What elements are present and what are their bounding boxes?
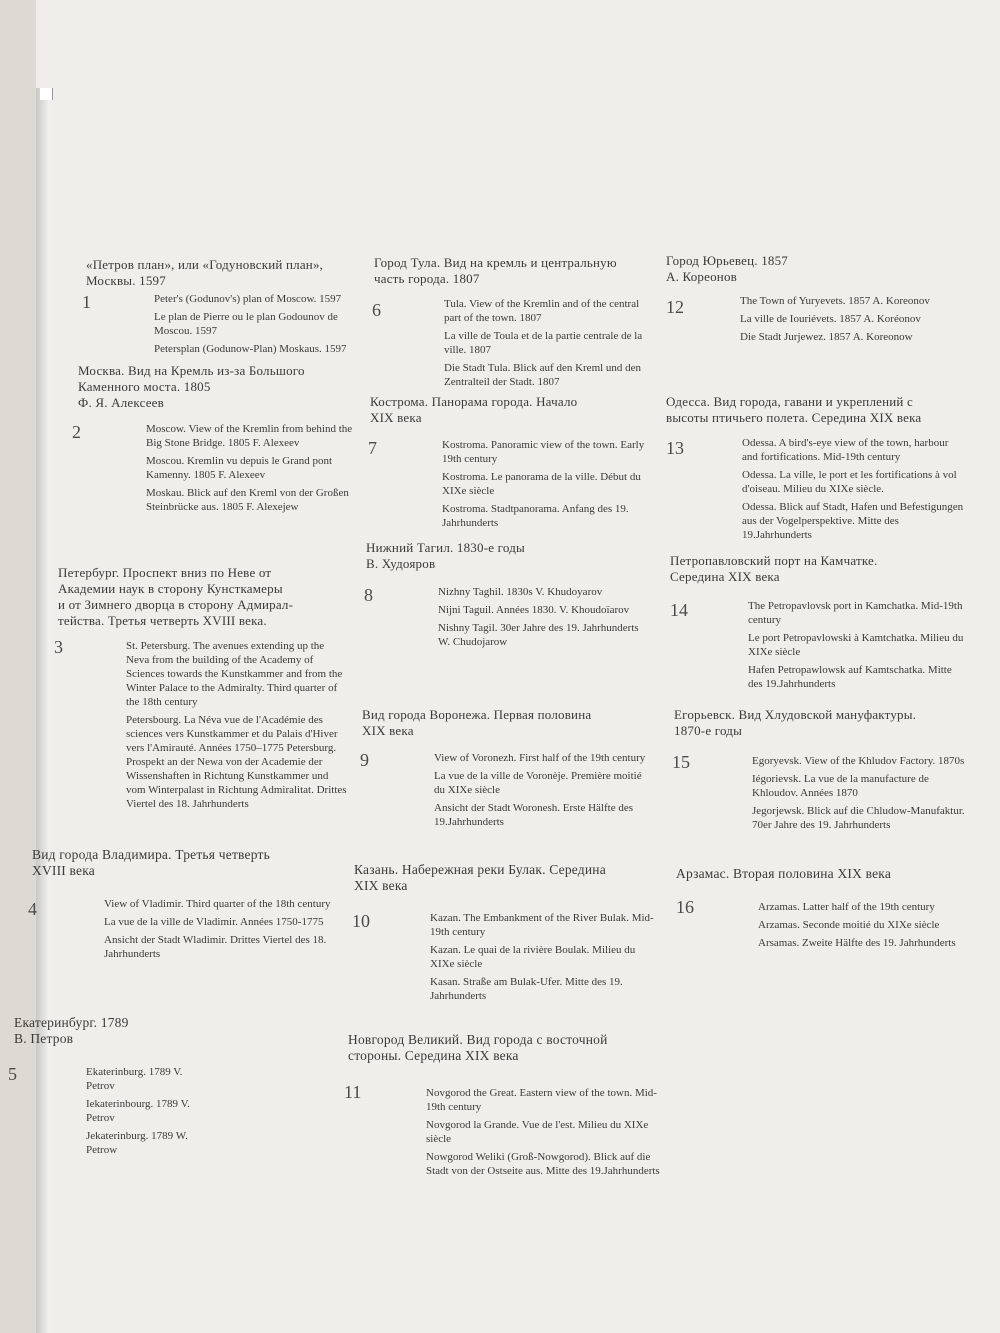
plate-number: 5 [8, 1064, 17, 1084]
entry-title-line: Казань. Набережная реки Булак. Середина [354, 862, 606, 877]
caption-text: Iégorievsk. La vue de la manufacture de Khloudov. Années 1870 [752, 773, 929, 799]
entry-title-line: 1870-е годы [674, 723, 743, 738]
entry-captions-2 [146, 422, 354, 518]
entry-title-15 [674, 707, 916, 739]
entry-title-line: Петропавловский порт на Камчатке. [670, 553, 878, 568]
entry-title-1 [86, 257, 323, 289]
entry-title-line: Академии наук в сторону Кунсткамеры [58, 581, 283, 596]
entry-title-line: Вид города Владимира. Третья четверть [32, 847, 270, 862]
entry-captions-9 [434, 751, 654, 833]
entry-title-line: высоты птичьего полета. Середина XIX века [666, 410, 922, 425]
caption-text: Moscou. Kremlin vu depuis le Grand pont Kamenny. 1805 F. Alexeev [146, 455, 333, 481]
caption-text: La ville de Iouriévets. 1857 A. Koréonov [740, 313, 921, 325]
entry-title-2 [78, 363, 305, 411]
entry-title-line: Каменного моста. 1805 [78, 379, 211, 394]
entry-title-line: Екатеринбург. 1789 [14, 1015, 129, 1030]
caption-text: Nishny Tagil. 30er Jahre des 19. Jahrhunderts W. Chudojarow [438, 622, 639, 648]
entry-captions-14 [748, 599, 966, 695]
plate-number: 11 [344, 1082, 362, 1102]
entry-captions-11 [426, 1086, 662, 1182]
entry-title-14 [670, 553, 877, 585]
entry-title-line: тейства. Третья четверть XVIII века. [58, 613, 267, 628]
caption-text: Le port Petropavlowski à Kamtchatka. Milieu du XIXe siècle [748, 632, 964, 658]
caption-text: Kazan. Le quai de la rivière Boulak. Milieu du XIXe siècle [430, 944, 636, 970]
entry-captions-13 [742, 436, 964, 546]
entry-title-11 [348, 1032, 608, 1064]
entry-title-line: В. Худояров [366, 556, 436, 571]
entry-captions-4 [104, 897, 336, 965]
caption-text: Iekaterinbourg. 1789 V. Petrov [86, 1098, 190, 1124]
caption-text: Arsamas. Zweite Hälfte des 19. Jahrhunderts [758, 937, 956, 949]
caption-text: Nizhny Taghil. 1830s V. Khudoyarov [438, 586, 603, 598]
caption-text: Kasan. Straße am Bulak-Ufer. Mitte des 19. Jahrhunderts [430, 976, 623, 1002]
entry-captions-5 [86, 1065, 206, 1161]
entry-captions-1 [154, 292, 359, 360]
entry-title-line: Арзамас. Вторая половина XIX века [676, 866, 892, 881]
caption-text: View of Vladimir. Third quarter of the 18th century [104, 898, 331, 910]
entry-title-line: Егорьевск. Вид Хлудовской мануфактуры. [674, 707, 917, 722]
plate-number: 13 [666, 438, 684, 458]
caption-text: Hafen Petropawlowsk auf Kamtschatka. Mitte des 19.Jahrhunderts [748, 664, 952, 690]
entry-title-5 [14, 1015, 129, 1047]
caption-text: Kostroma. Panoramic view of the town. Early 19th century [442, 439, 645, 465]
plate-number: 4 [28, 899, 37, 919]
entry-title-3 [58, 565, 293, 629]
caption-text: Die Stadt Jurjewez. 1857 A. Koreonow [740, 331, 913, 343]
caption-text: La vue de la ville de Vladimir. Années 1750-1775 [104, 916, 324, 928]
entry-captions-15 [752, 754, 974, 836]
entry-title-6 [374, 255, 617, 287]
entry-title-10 [354, 862, 606, 894]
plate-number: 8 [364, 585, 373, 605]
caption-text: Nijni Taguil. Années 1830. V. Khoudoïarov [438, 604, 630, 616]
caption-text: Novgorod the Great. Eastern view of the town. Mid-19th century [426, 1087, 657, 1113]
entry-title-line: В. Петров [14, 1031, 74, 1046]
entry-title-4 [32, 847, 270, 879]
entry-title-line: XIX века [362, 723, 414, 738]
entry-title-line: часть города. 1807 [374, 271, 480, 286]
entry-title-line: Новгород Великий. Вид города с восточной [348, 1032, 608, 1047]
entry-title-line: Кострома. Панорама города. Начало [370, 394, 578, 409]
plate-number: 12 [666, 297, 684, 317]
entry-title-line: Петербург. Проспект вниз по Неве от [58, 565, 272, 580]
plate-number: 10 [352, 911, 370, 931]
caption-text: Novgorod la Grande. Vue de l'est. Milieu du XIXe siècle [426, 1119, 649, 1145]
caption-text: La ville de Toula et de la partie centrale de la ville. 1807 [444, 330, 643, 356]
entry-title-9 [362, 707, 591, 739]
caption-text: Petersplan (Godunow-Plan) Moskaus. 1597 [154, 343, 347, 355]
caption-text: Odessa. La ville, le port et les fortifications à vol d'oiseau. Milieu du XIXe siècle. [742, 469, 957, 495]
caption-text: Egoryevsk. View of the Khludov Factory. 1870s [752, 755, 965, 767]
plate-number: 2 [72, 422, 81, 442]
caption-text: Jekaterinburg. 1789 W. Petrow [86, 1130, 188, 1156]
entry-title-8 [366, 540, 525, 572]
caption-text: View of Voronezh. First half of the 19th century [434, 752, 646, 764]
caption-text: Nowgorod Weliki (Groß-Nowgorod). Blick auf die Stadt von der Ostseite aus. Mitte des 19.Jahrhunderts [426, 1151, 660, 1177]
plate-number: 16 [676, 897, 694, 917]
entry-title-line: А. Кореонов [666, 269, 737, 284]
page-marker-tab [40, 88, 53, 100]
entry-title-line: Город Тула. Вид на кремль и центральную [374, 255, 617, 270]
caption-text: Ansicht der Stadt Wladimir. Drittes Viertel des 18. Jahrhunderts [104, 934, 327, 960]
entry-captions-16 [758, 900, 990, 954]
entry-title-12 [666, 253, 788, 285]
caption-text: Tula. View of the Kremlin and of the central part of the town. 1807 [444, 298, 640, 324]
caption-text: Peter's (Godunov's) plan of Moscow. 1597 [154, 293, 342, 305]
caption-text: Moscow. View of the Kremlin from behind the Big Stone Bridge. 1805 F. Alexeev [146, 423, 353, 449]
entry-title-7 [370, 394, 577, 426]
caption-text: Kostroma. Stadtpanorama. Anfang des 19. Jahrhunderts [442, 503, 629, 529]
plate-number: 6 [372, 300, 381, 320]
caption-text: Moskau. Blick auf den Kreml von der Großen Steinbrücke aus. 1805 F. Alexejew [146, 487, 349, 513]
entry-captions-7 [442, 438, 652, 534]
entry-title-line: и от Зимнего дворца в сторону Адмирал- [58, 597, 294, 612]
caption-text: Kazan. The Embankment of the River Bulak. Mid-19th century [430, 912, 654, 938]
entry-captions-10 [430, 911, 660, 1007]
entry-title-line: Нижний Тагил. 1830-е годы [366, 540, 525, 555]
entry-title-line: Вид города Воронежа. Первая половина [362, 707, 592, 722]
caption-text: Ekaterinburg. 1789 V. Petrov [86, 1066, 183, 1092]
entry-title-line: XVIII века [32, 863, 95, 878]
entry-title-line: стороны. Середина XIX века [348, 1048, 519, 1063]
caption-text: Odessa. A bird's-eye view of the town, harbour and fortifications. Mid-19th century [742, 437, 949, 463]
entry-captions-3 [126, 639, 348, 815]
caption-text: Die Stadt Tula. Blick auf den Kreml und den Zentralteil der Stadt. 1807 [444, 362, 642, 388]
caption-text: The Town of Yuryevets. 1857 A. Koreonov [740, 295, 930, 307]
entry-title-line: XIX века [370, 410, 422, 425]
entry-title-line: Город Юрьевец. 1857 [666, 253, 789, 268]
caption-text: St. Petersburg. The avenues extending up the Neva from the building of the Academy of Sciences towards the Kunstkammer and from the Winter Palace to the Admiralty. Third quarter of the 18th century [126, 640, 343, 708]
plate-number: 7 [368, 438, 377, 458]
entry-title-16 [676, 866, 891, 882]
entry-title-line: Москва. Вид на Кремль из-за Большого [78, 363, 305, 378]
plate-number: 1 [82, 292, 91, 312]
caption-text: Ansicht der Stadt Woronesh. Erste Hälfte des 19.Jahrhunderts [434, 802, 634, 828]
plate-number: 9 [360, 750, 369, 770]
entry-title-line: Одесса. Вид города, гавани и укреплений с [666, 394, 914, 409]
entry-captions-8 [438, 585, 652, 653]
entry-title-line: «Петров план», или «Годуновский план», [86, 257, 324, 272]
caption-text: Jegorjewsk. Blick auf die Chludow-Manufaktur. 70er Jahre des 19. Jahrhunderts [752, 805, 965, 831]
entry-captions-6 [444, 297, 650, 393]
caption-text: Kostroma. Le panorama de la ville. Début du XIXe siècle [442, 471, 641, 497]
caption-text: La vue de la ville de Voronèje. Première moitié du XIXe siècle [434, 770, 642, 796]
plate-number: 3 [54, 637, 63, 657]
entry-title-13 [666, 394, 921, 426]
book-spine-edge [36, 88, 50, 1333]
plate-number: 15 [672, 752, 690, 772]
caption-text: Le plan de Pierre ou le plan Godounov de Moscou. 1597 [154, 311, 338, 337]
entry-title-line: XIX века [354, 878, 408, 893]
plate-number: 14 [670, 600, 688, 620]
caption-text: Petersbourg. La Néva vue de l'Académie des sciences vers Kunstkammer et du Palais d'Hiver vers l'Amirauté. Années 1750–1775 Petersburg. Prospekt an der Newa von der Academie der Wissenshaften in Richtung Kunstkammer und vom Winterpalast in Richtung Admiralitat. Drittes Viertel des 18. Jahrhunderts [126, 714, 347, 810]
entry-title-line: Середина XIX века [670, 569, 780, 584]
entry-captions-12 [740, 294, 965, 348]
entry-title-line: Москвы. 1597 [86, 273, 166, 288]
entry-title-line: Ф. Я. Алексеев [78, 395, 164, 410]
caption-text: Arzamas. Seconde moitié du XIXe siècle [758, 919, 940, 931]
caption-text: Odessa. Blick auf Stadt, Hafen und Befestigungen aus der Vogelperspektive. Mitte des 19.Jahrhunderts [742, 501, 964, 541]
caption-text: Arzamas. Latter half of the 19th century [758, 901, 935, 913]
caption-text: The Petropavlovsk port in Kamchatka. Mid-19th century [748, 600, 963, 626]
